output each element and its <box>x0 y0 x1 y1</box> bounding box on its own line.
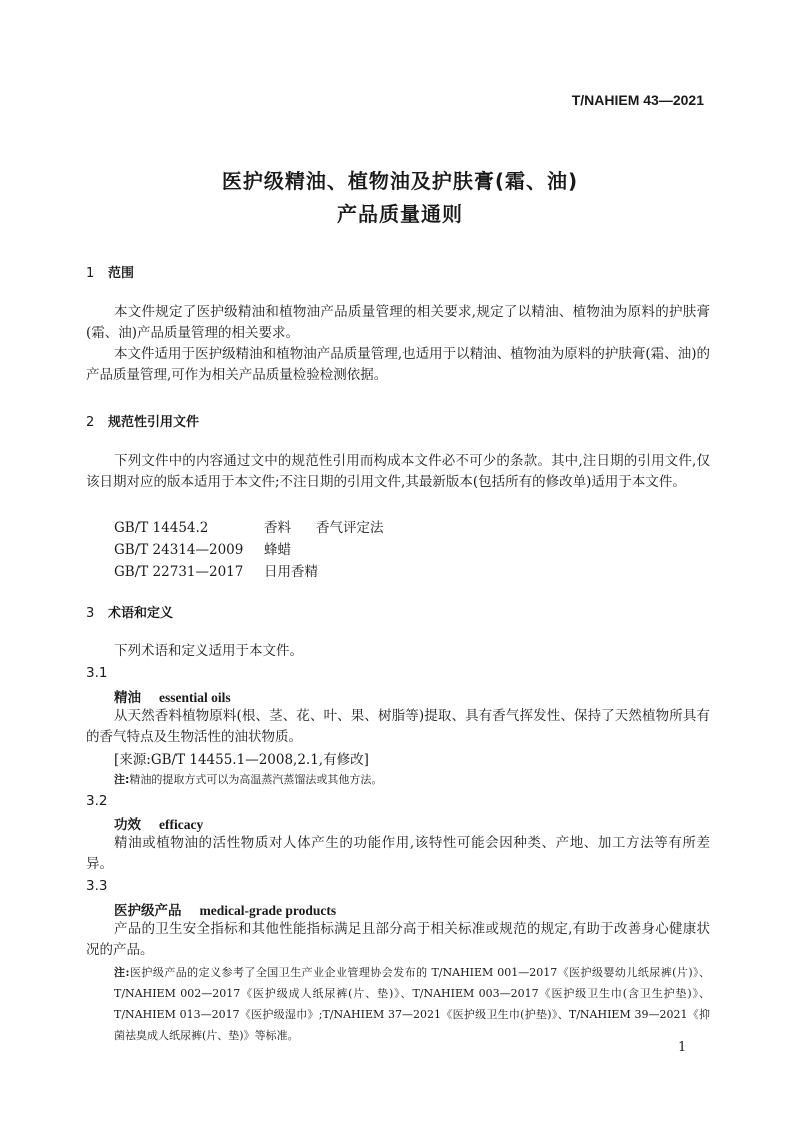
note-label: 注: <box>114 966 130 979</box>
reference-name: 日用香精 <box>264 564 318 580</box>
section-title: 范围 <box>108 266 135 281</box>
term-number: 3.3 <box>86 878 108 894</box>
reference-item <box>114 560 318 580</box>
reference-code: GB/T 24314—2009 <box>114 542 244 558</box>
term-heading <box>114 899 336 919</box>
term-chinese: 医护级产品 <box>114 903 182 919</box>
section-title: 规范性引用文件 <box>108 415 200 430</box>
reference-name: 蜂蜡 <box>264 542 291 558</box>
section-1-paragraph-2: 本文件适用于医护级精油和植物油产品质量管理,也适用于以精油、植物油为原料的护肤膏(霜、油)的产品质量管理,可作为相关产品质量检验检测依据。 <box>86 346 710 383</box>
note-label: 注: <box>114 773 130 786</box>
term-english: medical-grade products <box>199 903 337 918</box>
standard-number: T/NAHIEM 43—2021 <box>571 92 704 108</box>
term-chinese: 功效 <box>114 817 141 833</box>
term-number: 3.1 <box>86 665 108 681</box>
section-number: 1 <box>86 266 95 281</box>
term-heading <box>114 686 231 706</box>
section-1-heading <box>86 262 134 281</box>
term-english: essential oils <box>159 690 231 705</box>
reference-item <box>114 538 291 558</box>
document-title-line1: 医护级精油、植物油及护肤膏(霜、油) <box>221 169 579 193</box>
note-text: 医护级产品的定义参考了全国卫生产业企业管理协会发布的 T/NAHIEM 001—2017《医护级婴幼儿纸尿裤(片)》、T/NAHIEM 002—2017《医护级成人纸尿裤(片、垫)》、T/NAHIEM 003—2017《医护级卫生巾(含卫生护垫)》、T/NAHIEM 013—2017《医护级湿巾》;T/NAHIEM 37—2021《医护级卫生巾(护垫)》、T/NAHIEM 39—2021《抑菌祛臭成人纸尿裤(片、垫)》等标准。 <box>114 966 711 1042</box>
reference-extra: 香气评定法 <box>316 520 384 536</box>
term-definition: 产品的卫生安全指标和其他性能指标满足且部分高于相关标准或规范的规定,有助于改善身心健康状况的产品。 <box>86 921 710 958</box>
term-heading <box>114 813 203 833</box>
section-1-paragraph-1: 本文件规定了医护级精油和植物油产品质量管理的相关要求,规定了以精油、植物油为原料的护肤膏(霜、油)产品质量管理的相关要求。 <box>86 304 710 341</box>
section-2-paragraph-1: 下列文件中的内容通过文中的规范性引用而构成本文件必不可少的条款。其中,注日期的引用文件,仅该日期对应的版本适用于本文件;不注日期的引用文件,其最新版本(包括所有的修改单)适用于本文件。 <box>86 453 710 490</box>
note-text: 精油的提取方式可以为高温蒸汽蒸馏法或其他方法。 <box>129 773 383 786</box>
term-definition: 从天然香料植物原料(根、茎、花、叶、果、树脂等)提取、具有香气挥发性、保持了天然植物所具有的香气特点及生物活性的油状物质。 <box>86 708 710 745</box>
reference-item <box>114 516 384 536</box>
reference-code: GB/T 22731—2017 <box>114 564 244 580</box>
term-source: [来源:GB/T 14455.1—2008,2.1,有修改] <box>114 752 369 768</box>
page-number: 1 <box>678 1040 687 1055</box>
reference-name: 香料 <box>264 520 291 536</box>
section-number: 3 <box>86 606 95 621</box>
term-definition: 精油或植物油的活性物质对人体产生的功能作用,该特性可能会因种类、产地、加工方法等有所差异。 <box>86 835 710 872</box>
section-2-heading <box>86 411 199 430</box>
section-3-paragraph-1: 下列术语和定义适用于本文件。 <box>114 643 303 659</box>
term-note <box>114 770 710 790</box>
section-3-heading <box>86 602 173 621</box>
reference-code: GB/T 14454.2 <box>114 520 209 536</box>
document-title-line2: 产品质量通则 <box>337 202 463 226</box>
term-number: 3.2 <box>86 793 108 809</box>
term-chinese: 精油 <box>114 690 141 706</box>
term-note <box>114 962 710 1046</box>
term-english: efficacy <box>159 817 204 832</box>
section-number: 2 <box>86 415 95 430</box>
section-title: 术语和定义 <box>108 606 174 621</box>
